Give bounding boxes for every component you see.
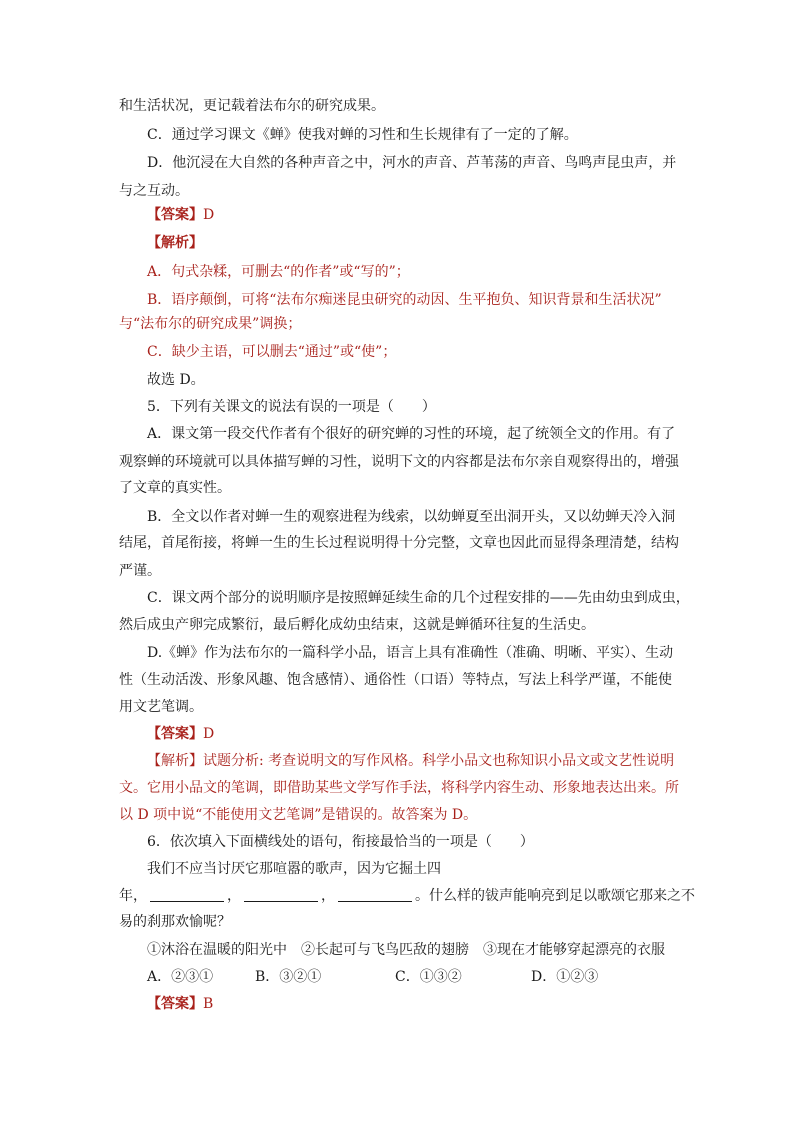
blank-1 [150,887,224,902]
text-line: 易的刹那欢愉呢？ [119,914,231,930]
option-d-line: D．他沉浸在大自然的各种声音之中，河水的声音、芦苇荡的声音、鸟鸣声昆虫声，并 [147,155,677,171]
text-line: 性（生动活泼、形象风趣、饱含感情）、通俗性（口语）等特点，写法上科学严谨，不能使 [119,672,672,688]
text-fragment: ， [321,888,335,904]
blank-2 [244,887,318,902]
answer-value: D [203,726,215,742]
sentence-choices: ①沐浴在温暖的阳光中 ②长起可与飞鸟匹敌的翅膀 ③现在才能够穿起漂亮的衣服 [147,942,665,958]
question-6: 6．依次填入下面横线处的语句，衔接最恰当的一项是（ ） [147,834,534,850]
text-line: 用文艺笔调。 [119,699,203,715]
text-line: 严谨。 [119,563,161,579]
text-fragment: ， [227,888,241,904]
text-line: 与之互动。 [119,183,189,199]
text-fragment: 。什么样的钹声能响亮到足以歌颂它那来之不 [415,888,695,904]
answer-value: B [203,996,214,1012]
analysis-line-b: B．语序颠倒，可将“法布尔痴迷昆虫研究的动因、生平抱负、知识背景和生活状况” [147,292,662,308]
text-line: 了文章的真实性。 [119,480,231,496]
analysis-line: 【解析】试题分析: 考查说明文的写作风格。科学小品文也称知识小品文或文艺性说明 [147,753,675,769]
analysis-line-c: C．缺少主语，可以删去“通过”或“使”； [147,344,397,360]
text-line: 观察蝉的环境就可以具体描写蝉的习性，说明下文的内容都是法布尔亲自观察得出的，增强 [119,454,679,470]
fill-blank-line [0,886,794,906]
question-5-option-b: B．全文以作者对蝉一生的观察进程为线索，以幼蝉夏至出洞开头，又以幼蝉天冷入洞 [147,509,676,525]
analysis-conclusion: 故选 D。 [147,372,205,388]
answer-line [0,724,794,744]
question-5-option-d: D.《蝉》作为法布尔的一篇科学小品，语言上具有准确性（准确、明晰、平实）、生动 [147,645,674,661]
analysis-line-a: A．句式杂糅，可删去“的作者”或“写的”； [147,264,410,280]
text-line: 结尾，首尾衔接，将蝉一生的生长过程说明得十分完整，文章也因此而显得条理清楚，结构 [119,535,679,551]
answer-line [0,994,794,1014]
blank-3 [338,887,412,902]
analysis-label: 【解析】 [147,235,203,251]
question-5-option-a: A．课文第一段交代作者有个很好的研究蝉的习性的环境，起了统领全文的作用。有了 [147,426,676,442]
question-5: 5．下列有关课文的说法有误的一项是（ ） [147,399,436,415]
text-line: 然后成虫产卵完成繁衍，最后孵化成幼虫结束，这就是蝉循环往复的生活史。 [119,617,595,633]
answer-line [0,205,794,225]
options-line [0,967,794,987]
option-c: C．①③② [395,969,462,985]
option-c-line: C．通过学习课文《蝉》使我对蝉的习性和生长规律有了一定的了解。 [147,127,578,143]
option-d: D．①②③ [531,969,599,985]
option-b: B．③②① [255,969,322,985]
option-a: A．②③① [147,969,214,985]
text-fragment: 年， [119,888,147,904]
answer-label: 【答案】 [147,996,203,1012]
answer-value: D [203,207,215,223]
question-5-option-c: C．课文两个部分的说明顺序是按照蝉延续生命的几个过程安排的——先由幼虫到成虫， [147,590,690,606]
answer-label: 【答案】 [147,726,203,742]
analysis-line: 文。它用小品文的笔调，即借助某些文学写作手法，将科学内容生动、形象地表达出来。所 [119,780,679,796]
analysis-line: 与“法布尔的研究成果”调换； [119,316,302,332]
answer-label: 【答案】 [147,207,203,223]
analysis-line: 以 D 项中说“不能使用文艺笔调”是错误的。故答案为 D。 [119,807,478,823]
text-line: 和生活状况，更记载着法布尔的研究成果。 [119,98,385,114]
text-line: 我们不应当讨厌它那喧嚣的歌声，因为它掘土四 [147,861,441,877]
